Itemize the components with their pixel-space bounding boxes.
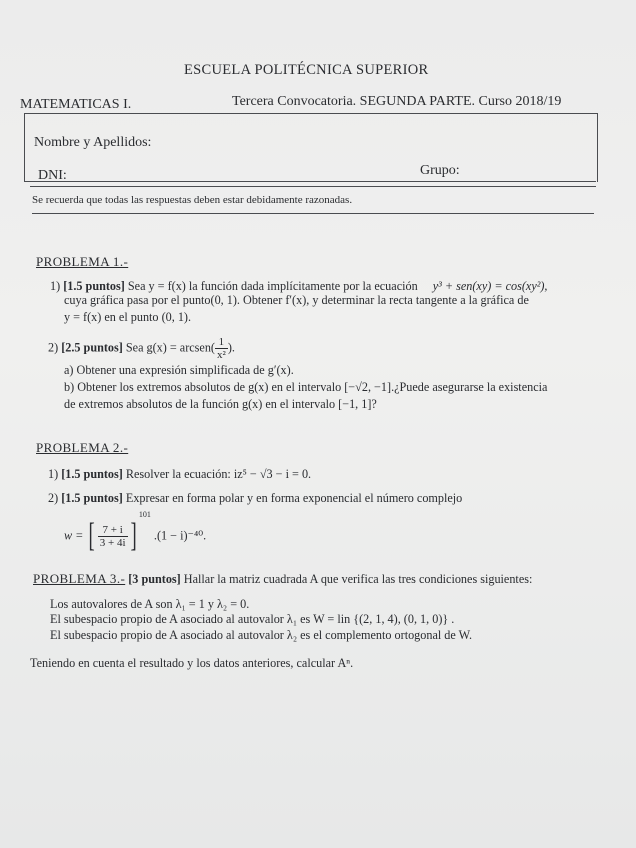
convocatoria-text: Tercera Convocatoria. SEGUNDA PARTE. Curso 2018/19 bbox=[232, 94, 562, 109]
problem1-item1-line3: y = f(x) en el punto (0, 1). bbox=[64, 310, 192, 324]
name-label: Nombre y Apellidos: bbox=[34, 135, 152, 150]
problem3-heading: PROBLEMA 3.- [3 puntos] Hallar la matriz cuadrada A que verifica las tres condiciones siguientes: bbox=[33, 571, 533, 586]
student-id-box-bottom bbox=[24, 181, 596, 182]
problem3-cond1: Los autovalores de A son λ₁ = 1 y λ₂ = 0. bbox=[50, 597, 250, 611]
grupo-label: Grupo: bbox=[420, 163, 460, 178]
school-title: ESCUELA POLITÉCNICA SUPERIOR bbox=[184, 62, 429, 78]
problem1-title: PROBLEMA 1.- bbox=[36, 254, 129, 269]
problem2-title: PROBLEMA 2.- bbox=[36, 440, 129, 455]
problem1-item1-line2: cuya gráfica pasa por el punto(0, 1). Obtener f′(x), y determinar la recta tangente a la gráfica de bbox=[64, 293, 529, 307]
problem1-item2: 2) [2.5 puntos] Sea g(x) = arcsen( $\frac{1}{\text{x²}}$ ). bbox=[48, 336, 235, 362]
divider bbox=[32, 213, 594, 214]
problem3-cond2: El subespacio propio de A asociado al autovalor λ₁ es W = lin {(2, 1, 4), (0, 1, 0)} . bbox=[50, 612, 455, 626]
problem1-item1-line1: 1) [1.5 puntos] Sea y = f(x) la función dada implícitamente por la ecuación y³ + sen(xy) = cos(xy²), bbox=[50, 279, 548, 293]
problem3-final: Teniendo en cuenta el resultado y los datos anteriores, calcular Aⁿ. bbox=[30, 656, 354, 670]
problem2-item2: 2) [1.5 puntos] Expresar en forma polar y en forma exponencial el número complejo bbox=[48, 491, 463, 505]
divider bbox=[30, 186, 596, 187]
dni-label: DNI: bbox=[38, 168, 67, 183]
problem3-cond3: El subespacio propio de A asociado al autovalor λ₂ es el complemento ortogonal de W. bbox=[50, 628, 473, 642]
reminder-text: Se recuerda que todas las respuestas deben estar debidamente razonadas. bbox=[32, 194, 353, 206]
problem1-item2b-line2: de extremos absolutos de la función g(x) en el intervalo [−1, 1]? bbox=[64, 397, 377, 411]
problem2-w-formula: w = [ $\frac{7 + i}{3 + 4i}$ ]$^{101}$ .(1 − i)⁻⁴⁰. bbox=[64, 510, 207, 555]
problem1-item2a: a) Obtener una expresión simplificada de g′(x). bbox=[64, 363, 294, 377]
subject-title: MATEMATICAS I. bbox=[20, 97, 132, 112]
problem2-item1: 1) [1.5 puntos] Resolver la ecuación: iz⁵ − √3 − i = 0. bbox=[48, 467, 312, 481]
problem1-item2b-line1: b) Obtener los extremos absolutos de g(x) en el intervalo [−√2, −1].¿Puede asegurarse la existencia bbox=[64, 380, 548, 394]
